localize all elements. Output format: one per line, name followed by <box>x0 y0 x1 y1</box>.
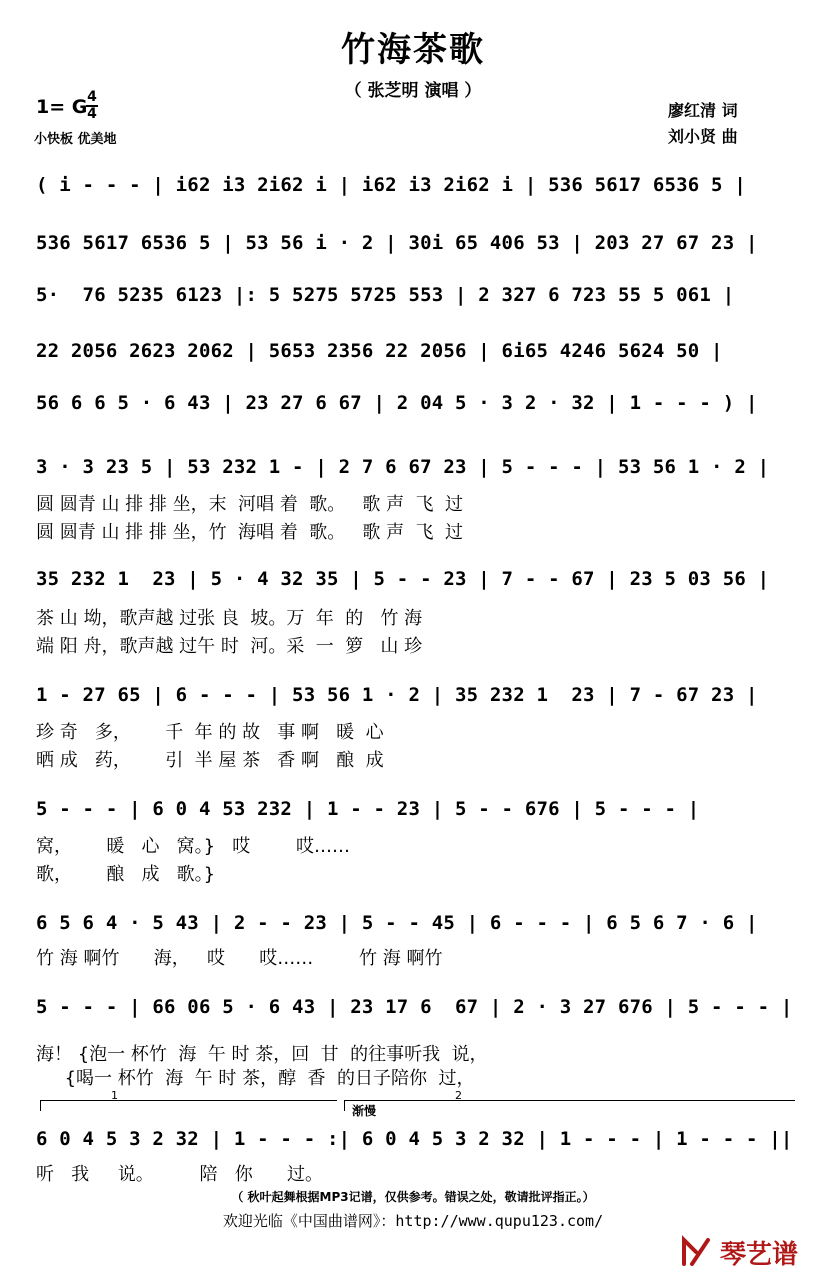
volta-bracket-2 <box>344 1089 795 1111</box>
volta-2-label: 2 <box>455 1089 462 1102</box>
key-signature: 1= G <box>36 96 88 118</box>
score-line-1: ( i - - - | i62 i3 2i62 i | i62 i3 2i62 i | 536 5617 6536 5 | <box>36 174 746 196</box>
score-line-3: 5· 76 5235 6123 |: 5 5275 5725 553 | 2 327 6 723 55 5 061 | <box>36 284 735 306</box>
lyric-9b: 歌， 酿 成 歌。} <box>36 864 216 885</box>
lyric-7b: 端 阳 舟，歌声越 过午 时 河。采 一 箩 山 珍 <box>36 636 423 657</box>
lyric-6b: 圆 圆青 山 排 排 坐，竹 海唱 着 歌。 歌 声 飞 过 <box>36 522 463 543</box>
lyricist-credit: 廖红清 词 <box>668 101 738 120</box>
score-line-8: 1 - 27 65 | 6 - - - | 53 56 1 · 2 | 35 232 1 23 | 7 - 67 23 | <box>36 684 758 706</box>
lyric-12a: 听 我 说。 陪 你 过。 <box>36 1164 324 1185</box>
score-line-12: 6 0 4 5 3 2 32 | 1 - - - :| 6 0 4 5 3 2 32 | 1 - - - | 1 - - - || <box>36 1128 793 1150</box>
lyric-10a: 竹 海 啊竹 海， 哎 哎…… 竹 海 啊竹 <box>36 948 443 969</box>
page-subtitle: （ 张芝明 演唱 ） <box>344 81 482 101</box>
score-line-2: 536 5617 6536 5 | 53 56 i · 2 | 30i 65 406 53 | 203 27 67 23 | <box>36 232 758 254</box>
lyric-11b: {喝一 杯竹 海 午 时 茶，醇 香 的日子陪你 过， <box>36 1068 475 1089</box>
lyric-7a: 茶 山 坳，歌声越 过张 良 坡。万 年 的 竹 海 <box>36 608 423 629</box>
rit-marking: 渐慢 <box>352 1104 377 1118</box>
time-top: 4 <box>87 89 97 105</box>
score-line-4: 22 2056 2623 2062 | 5653 2356 22 2056 | 6i65 4246 5624 50 | <box>36 340 723 362</box>
score-line-7: 35 232 1 23 | 5 · 4 32 35 | 5 - - 23 | 7 - - 67 | 23 5 03 56 | <box>36 568 770 590</box>
lyric-6a: 圆 圆青 山 排 排 坐，末 河唱 着 歌。 歌 声 飞 过 <box>36 494 463 515</box>
volta-1-label: 1 <box>111 1089 118 1102</box>
lyric-9a: 窝， 暖 心 窝。} 哎 哎…… <box>36 836 351 857</box>
logo-text: 琴艺谱 <box>720 1240 799 1270</box>
lyric-8a: 珍 奇 多， 千 年 的 故 事 啊 暖 心 <box>36 722 384 743</box>
lyric-11a: 海！ {泡一 杯竹 海 午 时 茶，回 甘 的往事听我 说， <box>36 1044 488 1065</box>
tempo-marking: 小快板 优美地 <box>34 132 117 147</box>
score-line-11: 5 - - - | 66 06 5 · 6 43 | 23 17 6 67 | 2 · 3 27 676 | 5 - - - | <box>36 996 793 1018</box>
volta-bracket-1 <box>40 1089 337 1111</box>
site-logo <box>678 1230 808 1270</box>
score-line-5: 56 6 6 5 · 6 43 | 23 27 6 67 | 2 04 5 · 3 2 · 32 | 1 - - - ) | <box>36 392 758 414</box>
time-signature <box>86 90 98 122</box>
score-line-6: 3 · 3 23 5 | 53 232 1 - | 2 7 6 67 23 | 5 - - - | 53 56 1 · 2 | <box>36 456 770 478</box>
score-line-9: 5 - - - | 6 0 4 53 232 | 1 - - 23 | 5 - - 676 | 5 - - - | <box>36 798 700 820</box>
logo-mark-icon <box>678 1230 718 1270</box>
time-bottom: 4 <box>87 106 97 122</box>
page-title: 竹海茶歌 <box>341 30 485 70</box>
footer-welcome: 欢迎光临《中国曲谱网》：http://www.qupu123.com/ <box>222 1212 604 1230</box>
score-line-10: 6 5 6 4 · 5 43 | 2 - - 23 | 5 - - 45 | 6 - - - | 6 5 6 7 · 6 | <box>36 912 758 934</box>
lyric-8b: 晒 成 药， 引 半 屋 茶 香 啊 酿 成 <box>36 750 384 771</box>
footer-note: （ 秋叶起舞根据MP3记谱，仅供参考。错误之处，敬请批评指正。） <box>231 1190 595 1204</box>
composer-credit: 刘小贤 曲 <box>668 127 738 146</box>
